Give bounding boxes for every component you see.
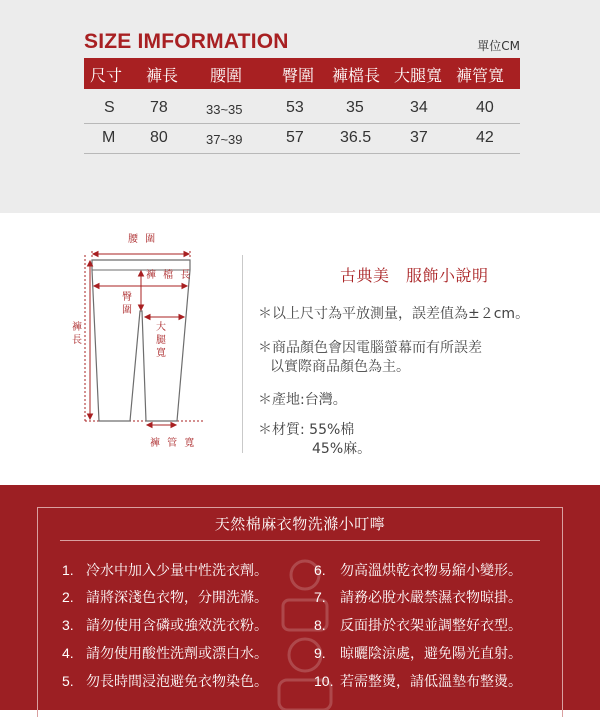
tip-number: 6. (314, 562, 326, 578)
tip-text: 冷水中加入少量中性洗衣劑。 (86, 563, 268, 579)
cell-length: 80 (150, 129, 168, 146)
size-title: SIZE IMFORMATION (84, 30, 289, 53)
note-line: 45%麻。 (312, 441, 372, 457)
tip-number: 3. (62, 617, 74, 633)
tip-number: 10. (314, 673, 334, 689)
note-line: ＊材質: 55%棉 (258, 422, 355, 438)
wash-tip (314, 560, 522, 580)
cell-length: 78 (150, 99, 168, 116)
measurement-diagram-section (0, 213, 600, 485)
washing-divider (60, 540, 540, 541)
header-length: 褲長 (146, 66, 179, 85)
wash-tip (314, 615, 522, 635)
header-thigh: 大腿寬 (394, 66, 443, 85)
tip-number: 8. (314, 617, 326, 633)
size-information-section (0, 0, 600, 213)
label-waist: 腰 圍 (128, 234, 158, 245)
header-waist: 腰圍 (210, 66, 243, 85)
divider-line (242, 255, 243, 453)
notes-title: 古典美 服飾小說明 (340, 266, 489, 285)
cell-rise: 36.5 (340, 129, 372, 146)
cell-hip: 53 (286, 99, 304, 116)
label-hip: 臀 圍 (122, 292, 134, 316)
pants-diagram (0, 213, 242, 485)
tip-number: 5. (62, 673, 74, 689)
wash-tip (62, 615, 268, 635)
cell-hem: 42 (476, 129, 494, 146)
note-line: 以實際商品顏色為主。 (270, 359, 410, 375)
header-hem: 褲管寬 (456, 66, 505, 85)
tip-number: 4. (62, 645, 74, 661)
washing-title: 天然棉麻衣物洗滌小叮嚀 (214, 515, 386, 533)
note-line: ＊產地:台灣。 (258, 392, 347, 408)
cell-hip: 57 (286, 129, 304, 146)
table-row (84, 124, 520, 154)
unit-label: 單位CM (477, 39, 520, 53)
note-origin (258, 391, 347, 410)
tip-text: 請將深淺色衣物，分開洗滌。 (86, 590, 268, 606)
tip-text: 反面掛於衣架並調整好衣型。 (340, 618, 522, 634)
note-material (258, 421, 371, 459)
cell-hem: 40 (476, 99, 494, 116)
size-table-header (84, 58, 520, 89)
tip-text: 勿高溫烘乾衣物易縮小變形。 (340, 563, 522, 579)
tip-text: 請勿使用酸性洗劑或漂白水。 (86, 646, 268, 662)
note-line: ＊以上尺寸為平放測量，誤差值為±２cm。 (258, 306, 530, 322)
header-size: 尺寸 (90, 66, 123, 85)
note-color (258, 339, 482, 377)
tip-text: 勿長時間浸泡避免衣物染色。 (86, 674, 268, 690)
tip-text: 晾曬陰涼處，避免陽光直射。 (340, 646, 522, 662)
label-thigh: 大 腿 寬 (156, 322, 168, 359)
tip-number: 2. (62, 589, 74, 605)
header-rise: 褲檔長 (332, 66, 381, 85)
cell-waist: 33~35 (206, 102, 243, 117)
label-rise: 褲 檔 長 (146, 270, 193, 281)
cell-thigh: 34 (410, 99, 428, 116)
tip-number: 9. (314, 645, 326, 661)
label-hem: 褲 管 寬 (150, 438, 197, 449)
wash-tip (62, 560, 268, 580)
wash-tip (314, 643, 522, 663)
wash-tip (62, 587, 268, 607)
tip-number: 7. (314, 589, 326, 605)
cell-size: S (104, 99, 115, 116)
cell-size: M (102, 129, 116, 146)
wash-tip (314, 671, 522, 691)
washing-tips-section (0, 485, 600, 710)
cell-thigh: 37 (410, 129, 428, 146)
tip-text: 若需整燙，請低溫墊布整燙。 (340, 674, 522, 690)
note-line: ＊商品顏色會因電腦螢幕而有所誤差 (258, 340, 482, 356)
header-hip: 臀圍 (282, 66, 315, 85)
label-length: 褲 長 (72, 322, 84, 346)
wash-tip (62, 671, 268, 691)
cell-rise: 35 (346, 99, 364, 116)
wash-tip (62, 643, 268, 663)
note-measurement (258, 305, 529, 324)
cell-waist: 37~39 (206, 132, 243, 147)
tip-number: 1. (62, 562, 74, 578)
wash-tip (314, 587, 522, 607)
table-row (84, 94, 520, 124)
tip-text: 請勿使用含磷或強效洗衣粉。 (86, 618, 268, 634)
tip-text: 請務必脫水嚴禁濕衣物晾掛。 (340, 590, 522, 606)
